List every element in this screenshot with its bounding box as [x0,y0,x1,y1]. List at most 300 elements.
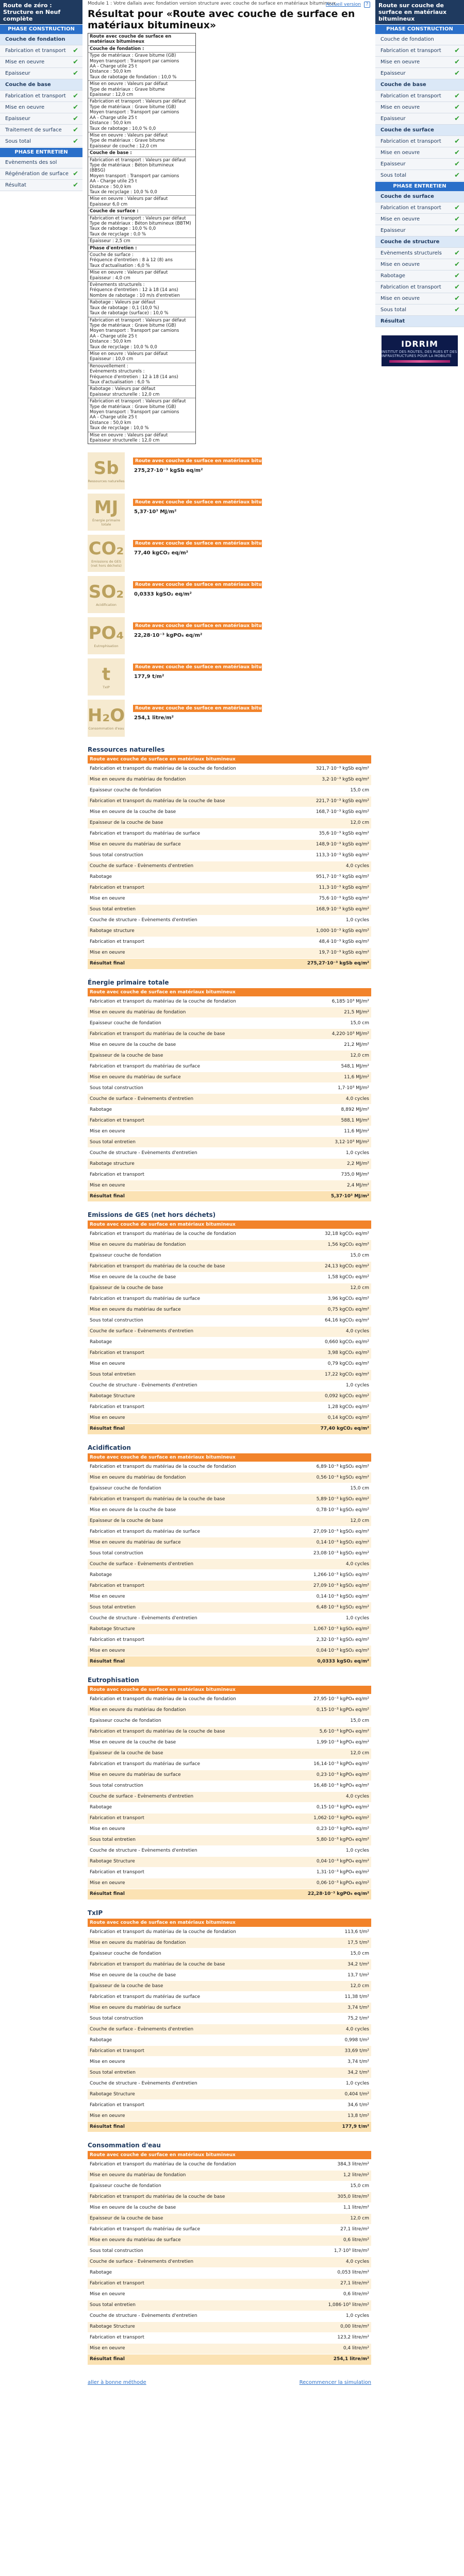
sidebar-item[interactable] [0,68,82,79]
table-row [88,958,371,969]
impact-card [133,499,281,531]
table-row [88,1250,371,1261]
section-title: TxIP [88,1909,103,1917]
check-icon: ✔ [73,114,78,123]
spec-row: Mise en oeuvre : Valeurs par défaut Type de matériaux : Grave bitume Epaisseur : 12,0 cm [88,81,195,98]
table-cell-value: 0,14·10⁻³ kgSO₂ eq/m² [258,1537,371,1548]
table-cell-label: Sous total entretien [88,1602,258,1613]
spec-row: Mise en oeuvre : Valeurs par défaut Type de matériaux : Grave bitume Epaisseur de couche : 12,0 cm [88,132,195,150]
sidebar-item-label: Couche de structure [380,239,440,245]
table-cell-label: Fabrication et transport du matériau de surface [88,2224,258,2235]
table-cell-label: Epaisseur couche de fondation [88,1018,258,1029]
table-row [88,1845,371,1856]
table-cell-value: 5,80·10⁻³ kgPO₄ eq/m² [258,1835,371,1845]
table-row [88,1516,371,1527]
table-cell-value: 5,37·10³ MJ/m² [258,1191,371,1202]
sidebar-item[interactable] [0,91,82,102]
table-cell-value: 32,18 kgCO₂ eq/m² [258,1229,371,1240]
table-cell-label: Couche de surface - Evènements d'entretien [88,1791,258,1802]
table-cell-label: Fabrication et transport [88,2332,258,2343]
impact-card [133,622,281,654]
check-icon: ✔ [73,46,78,55]
sidebar-item[interactable] [375,225,464,236]
table-cell-value: 548,1 MJ/m² [258,1061,371,1072]
table-cell-label: Fabrication et transport [88,1348,258,1359]
table-row [88,2057,371,2067]
table-row [88,2035,371,2046]
sidebar-item[interactable] [375,45,464,57]
table-cell-label: Rabotage [88,1802,258,1813]
table-cell-value: 35,6·10⁻³ kgSb eq/m² [258,828,371,839]
table-cell-label: Epaisseur couche de fondation [88,1716,258,1726]
table-row [88,893,371,904]
sidebar-item[interactable] [0,125,82,136]
table-cell-value: 1,266·10⁻³ kgSO₂ eq/m² [258,1570,371,1581]
table-cell-value: 1,28 kgCO₂ eq/m² [258,1402,371,1413]
impact-caption: Eutrophisation [94,644,119,649]
sidebar-item[interactable] [375,125,464,136]
table-cell-label: Mise en oeuvre [88,1824,258,1835]
table-cell-value: 0,04·10⁻³ kgSO₂ eq/m² [258,1646,371,1656]
table-cell-value: 3,74 t/m² [258,2003,371,2013]
table-header-row [88,755,371,764]
table-cell-value: 3,74 t/m² [258,2057,371,2067]
check-icon: ✔ [454,306,460,314]
sidebar-item[interactable] [375,68,464,79]
table-row [88,1824,371,1835]
table-cell-label: Sous total entretien [88,1835,258,1845]
sidebar-item[interactable] [375,147,464,159]
impact-card [133,457,281,489]
logo-title: IDRRIM [401,339,438,349]
table-row [88,1472,371,1483]
table-row [88,1337,371,1348]
table-cell-value: 15,0 cm [258,1018,371,1029]
impact-indicator-icon [88,700,125,737]
table-cell-label: Epaisseur de la couche de base [88,1748,258,1759]
table-cell-value: 0,00 litre/m² [258,2321,371,2332]
impact-row [88,535,371,572]
left-nav-construction-list [0,34,82,147]
sidebar-item[interactable] [375,57,464,68]
impact-indicator-icon [88,535,125,572]
sidebar-item-label: Evènements structurels [380,250,442,256]
table-cell-value: 0,0333 kgSO₂ eq/m² [258,1656,371,1667]
sidebar-item[interactable] [0,180,82,191]
table-header: Route avec couche de surface en matériaux bitumineux [88,1919,371,1927]
check-icon: ✔ [454,58,460,66]
table-cell-label: Epaisseur couche de fondation [88,2181,258,2192]
method-link[interactable]: aller à bonne méthode [88,2379,146,2385]
help-icon[interactable]: ? [364,2,370,8]
table-row [88,2202,371,2213]
table-cell-value: 0,092 kgCO₂ eq/m² [258,1391,371,1402]
sidebar-item[interactable] [375,34,464,45]
section-title: Énergie primaire totale [88,978,169,986]
sidebar-item-label: Fabrication et transport [380,93,441,99]
table-row [88,850,371,861]
table-cell-value: 21,5 MJ/m² [258,1007,371,1018]
table-cell-label: Fabrication et transport du matériau de surface [88,1061,258,1072]
sidebar-item[interactable] [375,259,464,270]
table-cell-value: 951,7·10⁻³ kgSb eq/m² [258,872,371,883]
table-row [88,1737,371,1748]
table-row [88,861,371,872]
table-cell-value: 0,79 kgCO₂ eq/m² [258,1359,371,1369]
sidebar-item-label: Couche de base [5,81,51,88]
table-cell-value: 4,0 cycles [258,1094,371,1105]
table-cell-label: Mise en oeuvre [88,1591,258,1602]
table-cell-label: Mise en oeuvre du matériau de surface [88,1770,258,1781]
table-cell-label: Rabotage Structure [88,1624,258,1635]
table-cell-value: 15,0 cm [258,1483,371,1494]
table-row [88,2224,371,2235]
table-cell-value: 27,95·10⁻³ kgPO₄ eq/m² [258,1694,371,1705]
table-row [88,828,371,839]
table-cell-label: Sous total entretien [88,1369,258,1380]
table-cell-value: 6,185·10³ MJ/m² [258,996,371,1007]
sidebar-item[interactable] [375,236,464,248]
table-row [88,2257,371,2267]
table-row [88,1326,371,1337]
table-cell-value: 5,6·10⁻³ kgPO₄ eq/m² [258,1726,371,1737]
table-cell-value: 34,2 t/m² [258,1959,371,1970]
table-row [88,1391,371,1402]
table-cell-value: 321,7·10⁻³ kgSb eq/m² [258,764,371,774]
left-nav-header: Route de zéro : Structure en Neuf complète [0,0,82,24]
table-row [88,1240,371,1250]
table-cell-value: 12,0 cm [258,2213,371,2224]
table-cell-label: Mise en oeuvre [88,893,258,904]
table-cell-label: Mise en oeuvre du matériau de fondation [88,2170,258,2181]
sidebar-item[interactable] [375,102,464,113]
check-icon: ✔ [454,215,460,223]
impact-bar-label: Route avec couche de surface en matériaux bitumineux [133,540,262,547]
table-cell-value: 12,0 cm [258,1981,371,1992]
table-row [88,2289,371,2300]
sidebar-item[interactable] [375,270,464,282]
table-cell-label: Fabrication et transport du matériau de la couche de base [88,1029,258,1040]
table-cell-label: Fabrication et transport du matériau de la couche de fondation [88,996,258,1007]
impact-indicator-icon [88,494,125,531]
table-cell-value: 12,0 cm [258,1050,371,1061]
sidebar-item-label: Fabrication et transport [380,138,441,144]
sidebar-item[interactable] [375,170,464,181]
table-row [88,2046,371,2057]
results-table [88,988,371,1202]
table-cell-label: Mise en oeuvre de la couche de base [88,1970,258,1981]
results-table [88,1686,371,1900]
sidebar-item[interactable] [0,102,82,113]
table-cell-value: 17,22 kgCO₂ eq/m² [258,1369,371,1380]
table-cell-label: Fabrication et transport [88,1115,258,1126]
table-cell-label: Résultat final [88,1656,258,1667]
table-cell-label: Fabrication et transport [88,1581,258,1591]
table-row [88,1726,371,1737]
table-cell-label: Sous total entretien [88,904,258,915]
sidebar-item[interactable] [0,45,82,57]
check-icon: ✔ [454,69,460,77]
table-row [88,1170,371,1180]
check-icon: ✔ [454,272,460,280]
check-icon: ✔ [454,160,460,168]
table-cell-value: 75,6·10⁻³ kgSb eq/m² [258,893,371,904]
section-title: Consommation d'eau [88,2142,161,2149]
table-cell-value: 34,6 t/m² [258,2100,371,2111]
check-icon: ✔ [454,171,460,179]
table-cell-value: 1,0 cycles [258,1148,371,1159]
right-nav-header: Route sur couche de surface en matériaux bitumineux [375,0,464,24]
table-cell-label: Fabrication et transport [88,1402,258,1413]
sidebar-item[interactable] [0,157,82,168]
check-icon: ✔ [454,283,460,291]
table-row [88,1548,371,1559]
impact-bar-label: Route avec couche de surface en matériaux bitumineux [133,622,262,630]
table-cell-value: 75,2 t/m² [258,2013,371,2024]
table-row [88,1559,371,1570]
table-cell-value: 221,7·10⁻³ kgSb eq/m² [258,796,371,807]
sidebar-item[interactable] [375,191,464,202]
spec-row: Mise en oeuvre : Valeurs par défaut Epaisseur 6,0 cm [88,196,195,208]
sidebar-item-label: Couche de surface [380,127,434,133]
table-cell-label: Mise en oeuvre [88,2057,258,2067]
table-row [88,1018,371,1029]
table-cell-label: Mise en oeuvre du matériau de fondation [88,774,258,785]
table-cell-label: Résultat final [88,1191,258,1202]
table-row [88,1315,371,1326]
table-cell-value: 3,98 kgCO₂ eq/m² [258,1348,371,1359]
sidebar-item[interactable] [0,136,82,147]
table-cell-label: Fabrication et transport du matériau de la couche de fondation [88,2159,258,2170]
table-header: Route avec couche de surface en matériaux bitumineux [88,1221,371,1229]
table-cell-label: Rabotage [88,2267,258,2278]
sidebar-item[interactable] [0,168,82,180]
sidebar-item[interactable] [375,136,464,147]
table-row [88,1813,371,1824]
table-cell-value: 1,58 kgCO₂ eq/m² [258,1272,371,1283]
table-cell-value: 1,99·10⁻³ kgPO₄ eq/m² [258,1737,371,1748]
table-row [88,1348,371,1359]
table-cell-value: 6,89·10⁻³ kgSO₂ eq/m² [258,1462,371,1472]
table-cell-value: 4,0 cycles [258,1791,371,1802]
table-cell-value: 0,404 t/m² [258,2089,371,2100]
table-cell-label: Mise en oeuvre de la couche de base [88,807,258,818]
table-cell-label: Couche de surface - Evènements d'entretien [88,2024,258,2035]
table-cell-label: Résultat final [88,2354,258,2365]
right-phase-construction-label: PHASE CONSTRUCTION [375,24,464,34]
table-cell-label: Rabotage Structure [88,2321,258,2332]
check-icon: ✔ [454,226,460,234]
sidebar-item[interactable] [375,316,464,327]
table-cell-value: 2,32·10⁻³ kgSO₂ eq/m² [258,1635,371,1646]
sidebar-item[interactable] [0,57,82,68]
table-row [88,1137,371,1148]
table-cell-value: 0,998 t/m² [258,2035,371,2046]
table-cell-value: 254,1 litre/m² [258,2354,371,2365]
sidebar-item-label: Traitement de surface [5,127,62,133]
table-cell-value: 3,2·10⁻³ kgSb eq/m² [258,774,371,785]
table-row [88,1570,371,1581]
table-cell-value: 4,0 cycles [258,2024,371,2035]
table-row [88,1191,371,1202]
table-row [88,1635,371,1646]
impact-row [88,452,371,489]
back-link[interactable]: Accueil version [326,2,361,7]
sidebar-item[interactable] [375,293,464,304]
table-cell-label: Sous total construction [88,1781,258,1791]
table-cell-value: 0,4 litre/m² [258,2343,371,2354]
table-cell-label: Couche de structure - Evènements d'entretien [88,1380,258,1391]
sidebar-item[interactable] [375,159,464,170]
table-cell-label: Fabrication et transport du matériau de la couche de fondation [88,1462,258,1472]
spec-row: Couche de surface : [88,208,195,215]
table-cell-label: Mise en oeuvre du matériau de surface [88,1072,258,1083]
table-row [88,1105,371,1115]
sidebar-item[interactable] [0,34,82,45]
table-cell-label: Fabrication et transport du matériau de la couche de fondation [88,1229,258,1240]
table-cell-label: Rabotage Structure [88,1391,258,1402]
right-navigation [375,0,464,375]
table-cell-label: Couche de structure - Evènements d'entretien [88,1148,258,1159]
table-header: Route avec couche de surface en matériaux bitumineux [88,755,371,764]
table-cell-label: Fabrication et transport [88,2100,258,2111]
sidebar-item[interactable] [375,214,464,225]
parameters-summary-box [88,33,196,444]
table-cell-label: Epaisseur de la couche de base [88,1050,258,1061]
check-icon: ✔ [454,137,460,145]
impact-indicator-icon [88,576,125,613]
sidebar-item[interactable] [375,113,464,125]
table-cell-value: 23,08·10⁻³ kgSO₂ eq/m² [258,1548,371,1559]
table-row [88,1007,371,1018]
sidebar-item-label: Résultat [5,182,26,188]
table-row [88,1770,371,1781]
table-cell-value: 1,0 cycles [258,2311,371,2321]
table-row [88,2278,371,2289]
table-row [88,1759,371,1770]
spec-row: Route avec couche de surface en matériaux bitumineux [88,33,195,46]
spec-row: Mise en oeuvre : Valeurs par défaut Epaisseur : 4,0 cm [88,269,195,282]
table-cell-value: 15,0 cm [258,1250,371,1261]
sidebar-item[interactable] [375,91,464,102]
table-cell-label: Epaisseur de la couche de base [88,1516,258,1527]
table-cell-value: 17,5 t/m² [258,1938,371,1948]
table-cell-label: Fabrication et transport du matériau de la couche de base [88,2192,258,2202]
table-cell-value: 0,14 kgCO₂ eq/m² [258,1413,371,1423]
sidebar-item-label: Fabrication et transport [380,284,441,290]
table-cell-label: Mise en oeuvre de la couche de base [88,2202,258,2213]
table-row [88,1981,371,1992]
table-cell-label: Sous total construction [88,1315,258,1326]
sidebar-item-label: Epaisseur [380,161,406,167]
table-row [88,1938,371,1948]
table-cell-value: 11,38 t/m² [258,1992,371,2003]
table-cell-label: Fabrication et transport du matériau de surface [88,1527,258,1537]
table-cell-value: 15,0 cm [258,2181,371,2192]
table-cell-label: Rabotage Structure [88,1856,258,1867]
sidebar-item[interactable] [375,79,464,91]
table-row [88,1380,371,1391]
table-cell-value: 33,69 t/m² [258,2046,371,2057]
sidebar-item[interactable] [375,248,464,259]
table-row [88,1483,371,1494]
table-row [88,1527,371,1537]
restart-simulation-link[interactable]: Recommencer la simulation [299,2379,371,2385]
sidebar-item[interactable] [0,79,82,91]
table-row [88,1581,371,1591]
table-row [88,1180,371,1191]
table-row [88,1613,371,1624]
impact-value: 275,27·10⁻³ kgSb eq/m² [134,468,203,474]
spec-row: Couche de base : [88,150,195,157]
table-cell-value: 4,220·10³ MJ/m² [258,1029,371,1040]
spec-row: Fabrication et transport : Valeurs par défaut Type de matériaux : Grave bitume (GB) Moyen transport : Transport par camions AA - Charge utile 25 t Distance : 50,0 km Taux de rabotage : 10,0 % 0,0 [88,98,195,132]
impact-glyph: PO₄ [88,623,124,644]
table-cell-value: 1,0 cycles [258,915,371,926]
table-header-row [88,988,371,996]
spec-row: Mise en oeuvre : Valeurs par défaut Epaisseur structurelle : 12,0 cm [90,432,168,444]
spec-row: Renouvellement : Evènements structurels : Fréquence d'entretien : 12 à 18 (14 ans) Taux d'actualisation : 6,0 % [88,363,195,386]
table-row [88,1115,371,1126]
spec-row: Fabrication et transport : Valeurs par défaut Type de matériaux : Grave bitume (GB) Moyen transport : Transport par camions AA - Charge utile 25 t Distance : 50,0 km Taux de recyclage : 10,0 % [88,398,195,432]
spec-row: Fabrication et transport : Valeurs par défaut Type de matériaux : Béton bitumineux (BBSG) Moyen transport : Transport par camions AA - Charge utile 25 t Distance : 50,0 km Taux de recyclage : 10,0 % 0,0 [88,157,195,196]
sidebar-item[interactable] [375,282,464,293]
table-row [88,1494,371,1505]
idrrim-logo [382,335,458,366]
table-row [88,2300,371,2311]
table-cell-label: Sous total entretien [88,2067,258,2078]
check-icon: ✔ [73,69,78,77]
impact-card [133,705,281,737]
section-title: Emissions de GES (net hors déchets) [88,1211,216,1219]
table-cell-value: 1,000·10⁻³ kgSb eq/m² [258,926,371,937]
spec-row: Rabotage : Valeurs par défaut Taux de rabotage : 0,1 (10,0 %) Taux de rabotage (surface) : 10,0 % [88,299,195,317]
impact-value: 177,9 t/m² [134,674,164,680]
impact-caption: Consommation d'eau [88,726,124,731]
table-cell-label: Fabrication et transport [88,1170,258,1180]
sidebar-item[interactable] [0,113,82,125]
table-row [88,839,371,850]
main-content [88,0,371,2385]
table-cell-value: 13,8 t/m² [258,2111,371,2122]
check-icon: ✔ [454,204,460,212]
spec-row: Mise en oeuvre : Valeurs par défaut Epaisseur : 10,0 cm [88,351,195,363]
table-cell-value: 168,7·10⁻³ kgSb eq/m² [258,807,371,818]
table-cell-label: Fabrication et transport du matériau de surface [88,1294,258,1304]
table-cell-value: 1,062·10⁻³ kgPO₄ eq/m² [258,1813,371,1824]
sidebar-item-label: Epaisseur [380,227,406,233]
table-cell-label: Epaisseur couche de fondation [88,785,258,796]
impact-caption: Acidification [96,603,117,607]
table-cell-value: 384,3 litre/m² [258,2159,371,2170]
right-phase-entretien-label: PHASE ENTRETIEN [375,181,464,191]
results-table [88,1919,371,2133]
table-row [88,1423,371,1434]
check-icon: ✔ [454,249,460,257]
sidebar-item[interactable] [375,304,464,316]
sidebar-item-label: Fabrication et transport [380,205,441,211]
table-cell-value: 15,0 cm [258,1716,371,1726]
table-cell-label: Fabrication et transport du matériau de la couche de fondation [88,1927,258,1938]
table-cell-label: Sous total construction [88,2013,258,2024]
check-icon: ✔ [73,126,78,134]
sidebar-item[interactable] [375,202,464,214]
sidebar-item-label: Epaisseur [380,70,406,76]
table-cell-value: 6,48·10⁻³ kgSO₂ eq/m² [258,1602,371,1613]
table-cell-label: Epaisseur couche de fondation [88,1483,258,1494]
table-cell-label: Mise en oeuvre [88,947,258,958]
table-row [88,1867,371,1878]
